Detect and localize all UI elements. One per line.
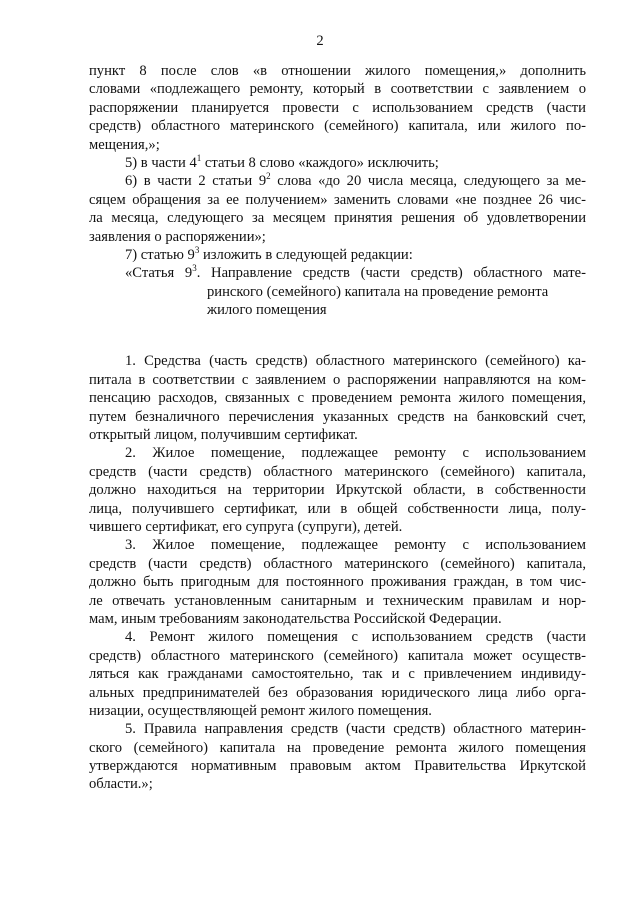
text-line: словами «подлежащего ремонту, который в соответствии с заявлением о (89, 81, 586, 98)
article-paragraph-1: 1. Средства (часть средств) областного материнского (семейного) ка- (125, 353, 586, 370)
text-line: сяцем обращения за ее получением» заменить словами «не позднее 26 чис- (89, 191, 586, 208)
article-paragraph-4: 4. Ремонт жилого помещения с использованием средств (части (125, 629, 586, 646)
text-line: пункт 8 после слов «в отношении жилого помещения,» дополнить (89, 63, 586, 79)
text-line: средств (части средств) областного материнского (семейного) капитала, (89, 555, 586, 572)
text-line: мам, иным требованиям законодательства Российской Федерации. (89, 610, 502, 627)
amendment-item-5: 5) в части $4^1$ статьи 8 слово «каждого» исключить; (125, 152, 439, 171)
article-paragraph-5: 5. Правила направления средств (части средств) областного материн- (125, 721, 586, 738)
text-line: ле отвечать установленным санитарным и техническим правилам и нор- (89, 592, 586, 609)
text-line: ского (семейного) капитала на проведение ремонта жилого помещения (89, 739, 586, 756)
text-line: низации, осуществляющей ремонт жилого помещения. (89, 702, 432, 719)
text-line: заявления о распоряжении»; (89, 228, 266, 245)
article-paragraph-3: 3. Жилое помещение, подлежащее ремонту с использованием (125, 537, 586, 554)
text-line: средств) областного материнского (семейного) капитала может осуществ- (89, 647, 586, 664)
document-body (89, 62, 586, 794)
amendment-item-6: 6) в части 2 статьи $9^2$ слова «до 20 числа месяца, следующего за ме- (125, 171, 586, 190)
text-line: лица, получившего сертификат, или в общей собственности лица, полу- (89, 500, 586, 517)
text-line: пенсацию расходов, связанных с проведением ремонта жилого помещения, (89, 390, 586, 407)
text-line: средств) областного материнского (семейного) капитала, или жилого по- (89, 118, 586, 135)
text-line: ла месяца, следующего за месяцем принятия решения об удовлетворении (89, 210, 586, 227)
article-title-line: ринского (семейного) капитала на проведение ремонта (207, 283, 549, 300)
text-line: мещения,»; (89, 136, 160, 153)
text-line: должно находиться на территории Иркутской области, в собственности (89, 482, 586, 499)
text-line: чившего сертификат, его супруга (супруги), детей. (89, 518, 403, 535)
spacer (89, 319, 586, 352)
text-line: путем безналичного перечисления указанных средств на банковский счет, (89, 408, 586, 425)
text-line: открытый лицом, получившим сертификат. (89, 427, 358, 444)
text-line: утверждаются нормативным правовым актом Правительства Иркутской (89, 758, 586, 775)
text-line: питала в соответствии с заявлением о распоряжении направляются на ком- (89, 371, 586, 388)
article-title: «Статья $9^3$. Направление средств (части средств) областного мате- (125, 263, 586, 282)
text-line: ляться как гражданами самостоятельно, так и с привлечением индивиду- (89, 666, 586, 683)
text-line: должно быть пригодным для постоянного проживания граждан, в том чис- (89, 574, 586, 591)
page-number: 2 (316, 33, 324, 49)
amendment-item-7: 7) статью $9^3$ изложить в следующей редакции: (125, 244, 413, 263)
text-line: области.»; (89, 776, 153, 793)
text-line: альных предпринимателей без образования юридического лица либо орга- (89, 684, 586, 701)
article-paragraph-2: 2. Жилое помещение, подлежащее ремонту с использованием (125, 445, 586, 462)
text-line: распоряжении планируется провести с использованием средств (части (89, 99, 586, 116)
text-line: средств (части средств) областного материнского (семейного) капитала, (89, 463, 586, 480)
article-title-line: жилого помещения (207, 302, 327, 319)
